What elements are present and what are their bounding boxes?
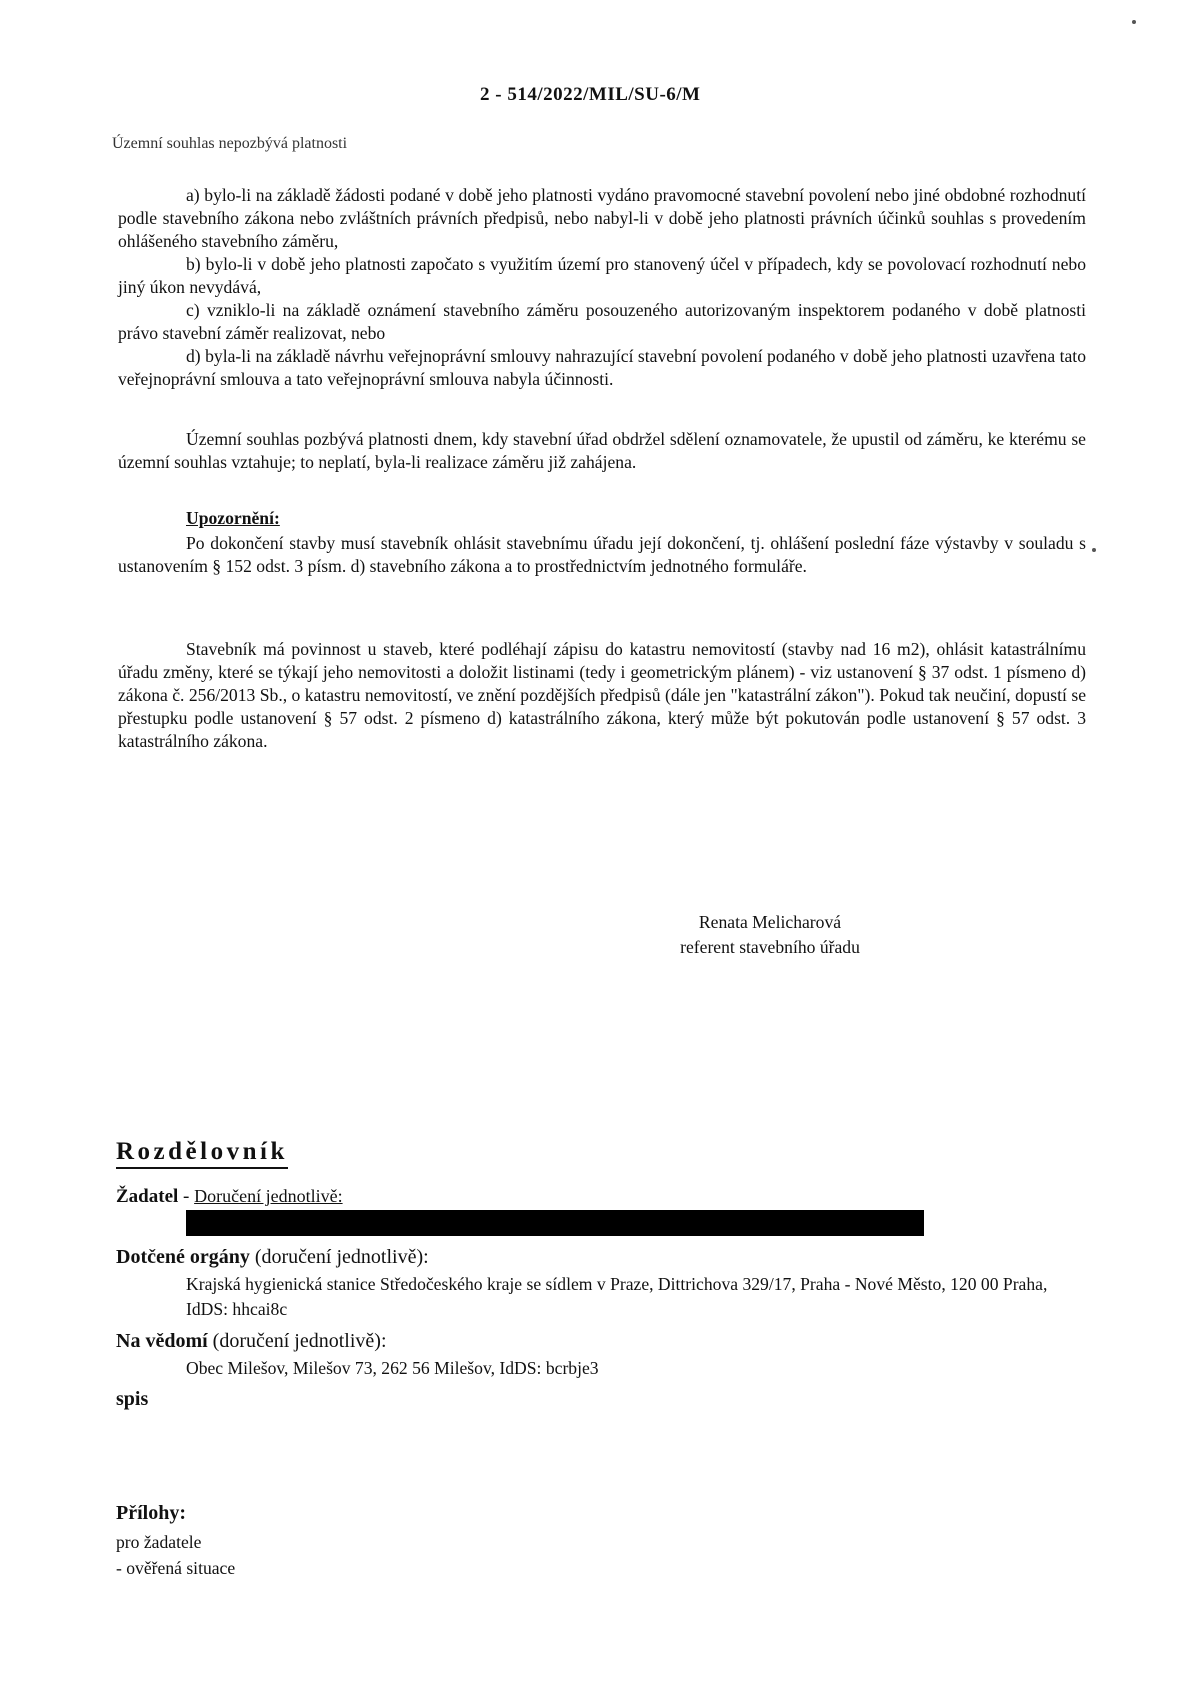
scan-speck — [1132, 20, 1136, 24]
scan-speck — [1092, 548, 1096, 552]
notice-text: Po dokončení stavby musí stavebník ohlásit stavebnímu úřadu její dokončení, tj. ohlášení poslední fáze výstavby v souladu s ustanovením § 152 odst. 3 písm. d) stavebního zákona a to prostřednictvím jednotného formuláře. — [118, 533, 1086, 576]
condition-d: d) byla-li na základě návrhu veřejnoprávní smlouvy nahrazující stavební povolení podaného v době jeho platnosti uzavřena tato veřejnoprávní smlouva a tato veřejnoprávní smlouva nabyla účinnosti. — [118, 346, 1086, 389]
applicant-separator: - — [178, 1186, 195, 1207]
info-label: Na vědomí — [116, 1330, 208, 1352]
info-delivery: (doručení jednotlivě): — [207, 1330, 387, 1352]
validity-conditions — [118, 184, 1086, 391]
signatory-name: Renata Melicharová — [698, 912, 842, 932]
signatory-role: referent stavebního úřadu — [680, 937, 860, 957]
info-heading — [116, 1330, 387, 1353]
authorities-heading — [116, 1246, 429, 1269]
faded-heading: Územní souhlas nepozbývá platnosti — [112, 135, 348, 152]
cadastre-paragraph: Stavebník má povinnost u staveb, které podléhají zápisu do katastru nemovitostí (stavby nad 16 m2), ohlásit katastrálnímu úřadu změny, které se týkají jeho nemovitosti a doložit listinami (tedy i geometrickým plánem) - viz ustanovení § 37 odst. 1 písmeno d) zákona č. 256/2013 Sb., o katastru nemovitostí, ve znění pozdějších předpisů (dále jen "katastrální zákon"). Pokud tak neučiní, dopustí se přestupku podle ustanovení § 57 odst. 2 písmeno d) katastrálního zákona, který může být pokutován podle ustanovení § 57 odst. 3 katastrálního zákona. — [118, 639, 1086, 751]
redaction-bar — [186, 1210, 924, 1236]
authorities-delivery: (doručení jednotlivě): — [249, 1246, 429, 1268]
applicant-line — [116, 1186, 343, 1208]
authorities-label: Dotčené orgány — [116, 1246, 250, 1268]
applicant-label: Žadatel — [116, 1186, 179, 1207]
condition-c: c) vzniklo-li na základě oznámení stavebního záměru posouzeného autorizovaným inspektorem podaného v době platnosti právo stavební záměr realizovat, nebo — [118, 300, 1086, 343]
notice-title: Upozornění: — [186, 508, 280, 528]
spis-label: spis — [116, 1388, 149, 1410]
expiry-paragraph: Územní souhlas pozbývá platnosti dnem, kdy stavební úřad obdržel sdělení oznamovatele, že upustil od záměru, ke kterému se územní souhlas vztahuje; to neplatí, byla-li realizace záměru již zahájena. — [118, 429, 1086, 472]
attachment-line: - ověřená situace — [116, 1558, 236, 1578]
reference-number: 2 - 514/2022/MIL/SU-6/M — [480, 84, 701, 105]
authorities-text: Krajská hygienická stanice Středočeského kraje se sídlem v Praze, Dittrichova 329/17, Praha - Nové Město, 120 00 Praha, IdDS: hhcai8c — [186, 1274, 1048, 1319]
condition-b: b) bylo-li v době jeho platnosti započato s využitím území pro stanovený účel v případech, kdy se povolovací rozhodnutí nebo jiný úkon nevydává, — [118, 254, 1086, 297]
applicant-delivery: Doručení jednotlivě: — [194, 1186, 343, 1206]
attachment-line: pro žadatele — [116, 1532, 202, 1552]
signature-block — [620, 910, 920, 960]
info-text: Obec Milešov, Milešov 73, 262 56 Milešov, IdDS: bcrbje3 — [186, 1358, 599, 1378]
condition-a: a) bylo-li na základě žádosti podané v době jeho platnosti vydáno pravomocné stavební povolení nebo jiné obdobné rozhodnutí podle stavebního zákona nebo zvláštních právních předpisů, nebo nabyl-li v době jeho platnosti právních účinků souhlas s provedením ohlášeného stavebního záměru, — [118, 185, 1086, 251]
attachments-title: Přílohy: — [116, 1502, 186, 1524]
distribution-title: Rozdělovník — [116, 1138, 288, 1169]
